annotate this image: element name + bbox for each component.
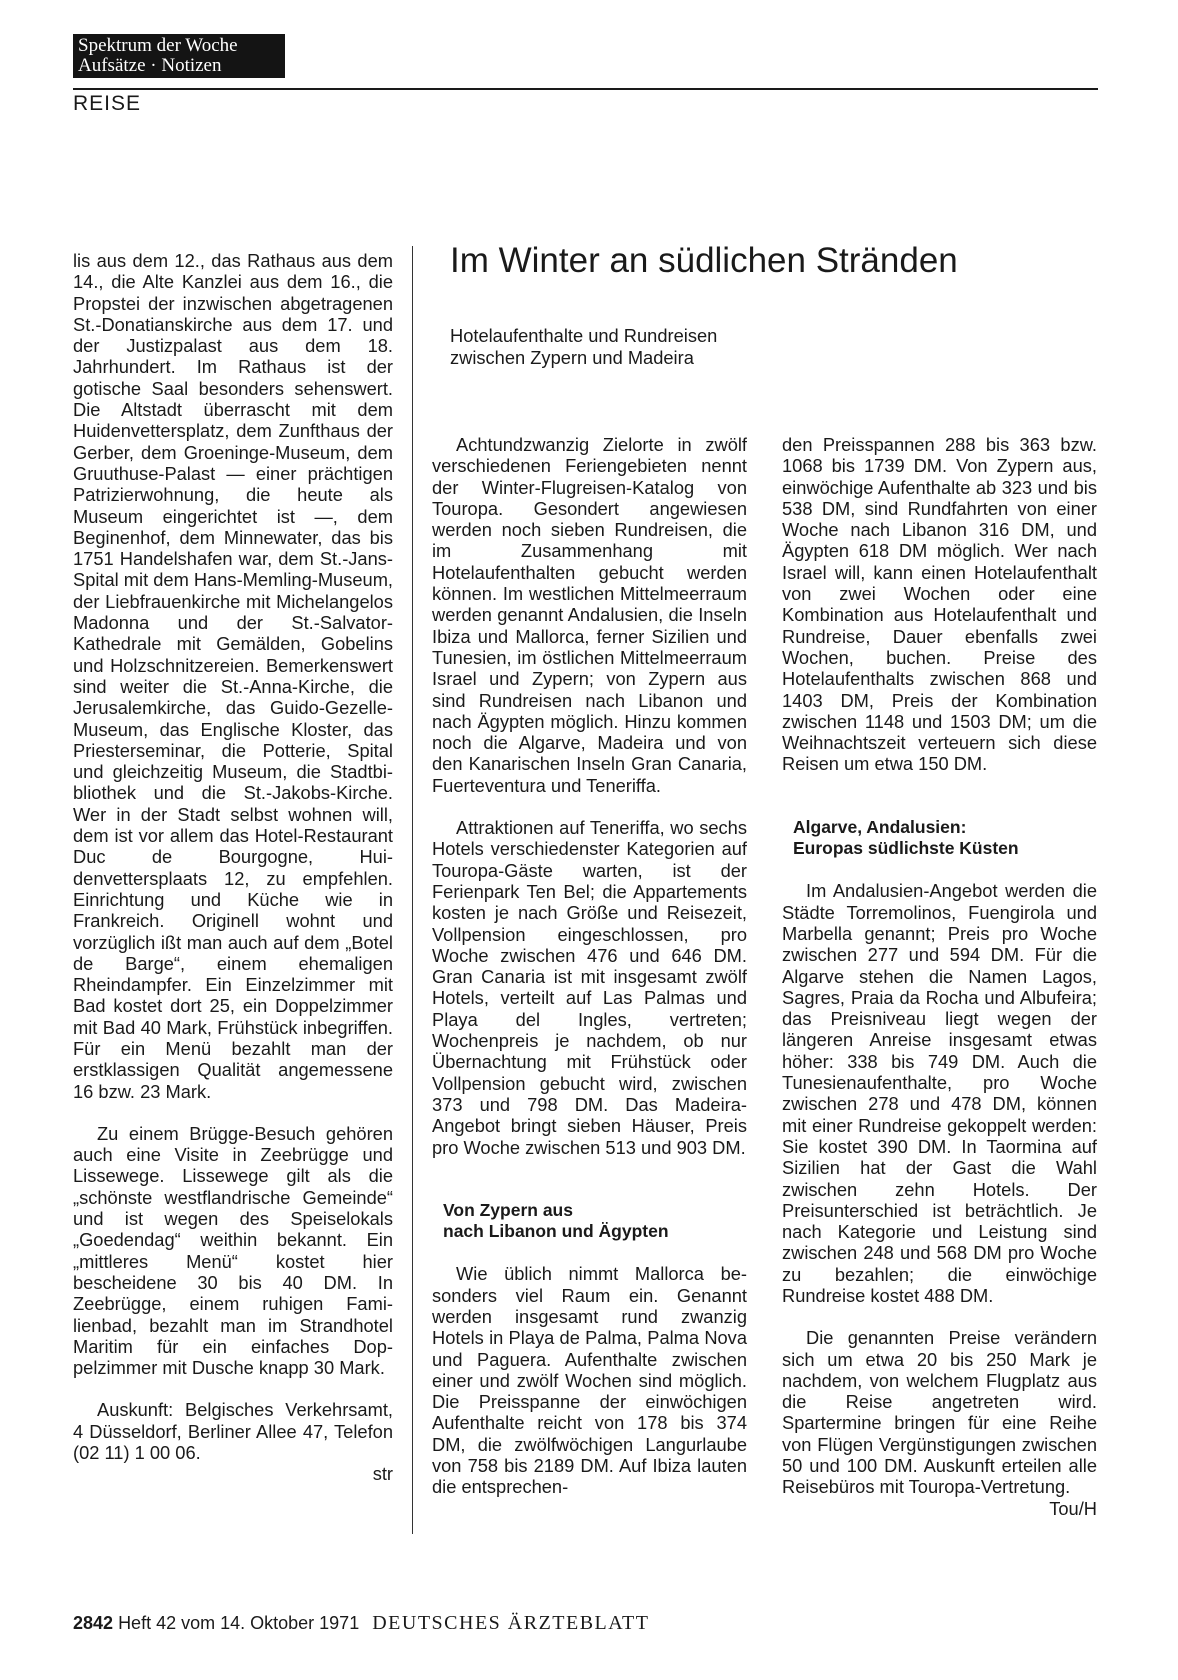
- column-right: [782, 434, 1097, 1519]
- section-heading: [432, 1200, 747, 1243]
- author-signature: str: [372, 1463, 393, 1485]
- heading-line-2: Europas südlichste Küsten: [793, 838, 1019, 859]
- column-middle: [432, 434, 747, 1498]
- heading-line-2: nach Libanon und Ägypten: [443, 1221, 669, 1242]
- column-divider: [412, 246, 413, 1534]
- paragraph: Wie üblich nimmt Mallorca besonders viel Raum ein. Genannt werden insgesamt rund zwanzig Hotels in Playa de Palma, Palma Nova und Paguera. Aufenthalte zwischen einer und zwölf Wochen sind möglich. Die Preisspanne der einwöchigen Aufenthalte reicht von 178 bis 374 DM, die zwölfwöchigen Langurlaube von 758 bis 2189 DM. Auf Ibiza lauten die entsprechen-: [432, 1263, 747, 1498]
- journal-name: DEUTSCHES ÄRZTEBLATT: [372, 1612, 650, 1634]
- subtitle-line-1: Hotelaufenthalte und Rundreisen: [450, 325, 718, 346]
- page-footer: [73, 1612, 649, 1635]
- column-left: [73, 250, 393, 1485]
- paragraph: Attraktionen auf Teneriffa, wo sechs Hotels verschiedenster Kategorien auf Touropa-Gäste warten, ist der Ferienpark Ten Bel; die Appartements kosten je nach Größe und Reisezeit, Vollpension eingeschlossen, pro Woche zwischen 476 und 646 DM. Gran Canaria ist mit insgesamt zwölf Hotels, verteilt auf Las Palmas und Playa del Ingles, vertreten; Wochenpreis je nachdem, ob nur Übernachtung mit Frühstück oder Vollpension gebucht wird, zwischen 373 und 798 DM. Das Madeira-Angebot bringt sieben Häuser, Preis pro Woche zwischen 513 und 903 DM.: [432, 817, 747, 1158]
- header-rule: [73, 88, 1098, 90]
- paragraph: Im Andalusien-Angebot werden die Städte Torremolinos, Fuengirola und Marbella genannt; Preis pro Woche zwischen 277 und 594 DM. Für die Algarve stehen die Namen Lagos, Sagres, Praia da Rocha und Albufeira; das Preisniveau liegt wegen der längeren Anreise insgesamt etwas höher: 338 bis 749 DM. Auch die Tunesienaufenthalte, pro Woche zwischen 278 und 478 DM, können mit einer Rundreise gekoppelt werden: Sie kostet 390 DM. In Taormina auf Sizilien hat der Gast die Wahl zwischen zehn Hotels. Der Preisunterschied ist beträchtlich. Je nach Kategorie und Leistung sind zwischen 248 und 568 DM pro Woche zu bezahlen; die einwöchige Rundreise kostet 488 DM.: [782, 880, 1097, 1306]
- masthead-line-1: Spektrum der Woche: [78, 35, 238, 56]
- subtitle-line-2: zwischen Zypern und Madeira: [450, 347, 694, 368]
- paragraph: Auskunft: Belgisches Verkehrsamt, 4 Düsseldorf, Berliner Allee 47, Telefon (02 11) 1 00 06.: [73, 1399, 393, 1464]
- paragraph: Zu einem Brügge-Besuch gehören auch eine Visite in Zeebrügge und Lissewege. Lissewege gilt als die „schönste westflandrische Gemeinde“ und ist wegen des Speiselokals „Goedendag“ weithin bekannt. Ein „mittleres Menü“ kostet hier bescheidene 30 bis 40 DM. In Zeebrügge, einem ruhigen Familienbad, bezahlt man im Strandhotel Maritim für ein einfaches Doppelzimmer mit Dusche knapp 30 Mark.: [73, 1122, 393, 1379]
- issue-info: Heft 42 vom 14. Oktober 1971: [118, 1613, 360, 1633]
- masthead-line-2: Aufsätze · Notizen: [78, 55, 222, 76]
- heading-line-1: Von Zypern aus: [443, 1199, 573, 1220]
- article-subtitle: [450, 325, 870, 369]
- section-heading: [782, 817, 1097, 860]
- page-number: 2842: [73, 1613, 114, 1633]
- paragraph: lis aus dem 12., das Rathaus aus dem 14., die Alte Kanzlei aus dem 16., die Propstei der inzwischen abgetragenen St.-Donatianskirche aus dem 17. und der Justizpalast aus dem 18. Jahrhundert. Im Rathaus ist der gotische Saal besonders sehenswert. Die Altstadt überrascht mit dem Huidenvettersplatz, dem Zunfthaus der Gerber, dem Groeninge-Museum, dem Gruuthuse-Palast — einer prächtigen Patrizierwohnung, die heute als Museum eingerichtet ist —, dem Beginenhof, dem Minnewater, das bis 1751 Handelshafen war, dem St.-Jans-Spital mit dem Hans-Memling-Museum, der Liebfrauenkirche mit Michelangelos Madonna und der St.-Salvator-Kathedrale mit Gemälden, Gobelins und Holzschnitzereien. Bemerkenswert sind weiter die St.-Anna-Kirche, die Jerusalemkirche, das Guido-Gezelle-Museum, das Englische Kloster, das Priesterseminar, die Potterie, Spital und gleichzeitig Museum, die Stadtbibliothek und die St.-Jakobs-Kirche. Wer in der Stadt selbst wohnen will, dem ist vor allem das Hotel-Restaurant Duc de Bourgogne, Huidenvettersplaats 12, zu empfehlen. Einrichtung und Küche wie in Frankreich. Originell wohnt und vorzüglich ißt man auch auf dem „Botel de Barge“, einem ehemaligen Rheindampfer. Ein Einzelzimmer mit Bad kostet dort 25, ein Doppelzimmer mit Bad 40 Mark, Frühstück inbegriffen. Für ein Menü bezahlt man der erstklassigen Qualität angemessene 16 bzw. 23 Mark.: [73, 250, 394, 1102]
- heading-line-1: Algarve, Andalusien:: [793, 816, 967, 837]
- article-title: Im Winter an südlichen Stränden: [450, 241, 958, 280]
- author-signature: Tou/H: [1049, 1497, 1097, 1519]
- section-label: REISE: [73, 92, 142, 115]
- paragraph: Die genannten Preise verändern sich um etwa 20 bis 250 Mark je nachdem, von welchem Flugplatz aus die Reise angetreten wird. Spartermine bringen für eine Reihe von Flügen Vergünstigungen zwischen 50 und 100 DM. Auskunft erteilen alle Reisebüros mit Touropa-Vertretung.: [782, 1327, 1097, 1498]
- masthead: [73, 34, 285, 78]
- paragraph: Achtundzwanzig Zielorte in zwölf verschiedenen Feriengebieten nennt der Winter-Flugreisen-Katalog von Touropa. Gesondert angewiesen werden noch sieben Rundreisen, die im Zusammenhang mit Hotelaufenthalten gebucht werden können. Im westlichen Mittelmeerraum werden genannt Andalusien, die Inseln Ibiza und Mallorca, ferner Sizilien und Tunesien, im östlichen Mittelmeerraum Israel und Zypern; von Zypern aus sind Rundreisen nach Libanon und nach Ägypten möglich. Hinzu kommen noch die Algarve, Madeira und von den Kanarischen Inseln Gran Canaria, Fuerteventura und Teneriffa.: [432, 434, 747, 796]
- paragraph: den Preisspannen 288 bis 363 bzw. 1068 bis 1739 DM. Von Zypern aus, einwöchige Aufenthalte ab 323 und bis 538 DM, sind Rundfahrten von einer Woche nach Libanon 316 DM, und Ägypten 618 DM möglich. Wer nach Israel will, kann einen Hotelaufenthalt von zwei Wochen oder eine Kombination aus Hotelaufenthalt und Rundreise, Dauer ebenfalls zwei Wochen, buchen. Preise des Hotelaufenthalts zwischen 868 und 1403 DM, Preis der Kombination zwischen 1148 und 1503 DM; um die Weihnachtszeit verteuern sich diese Reisen um etwa 150 DM.: [782, 434, 1097, 775]
